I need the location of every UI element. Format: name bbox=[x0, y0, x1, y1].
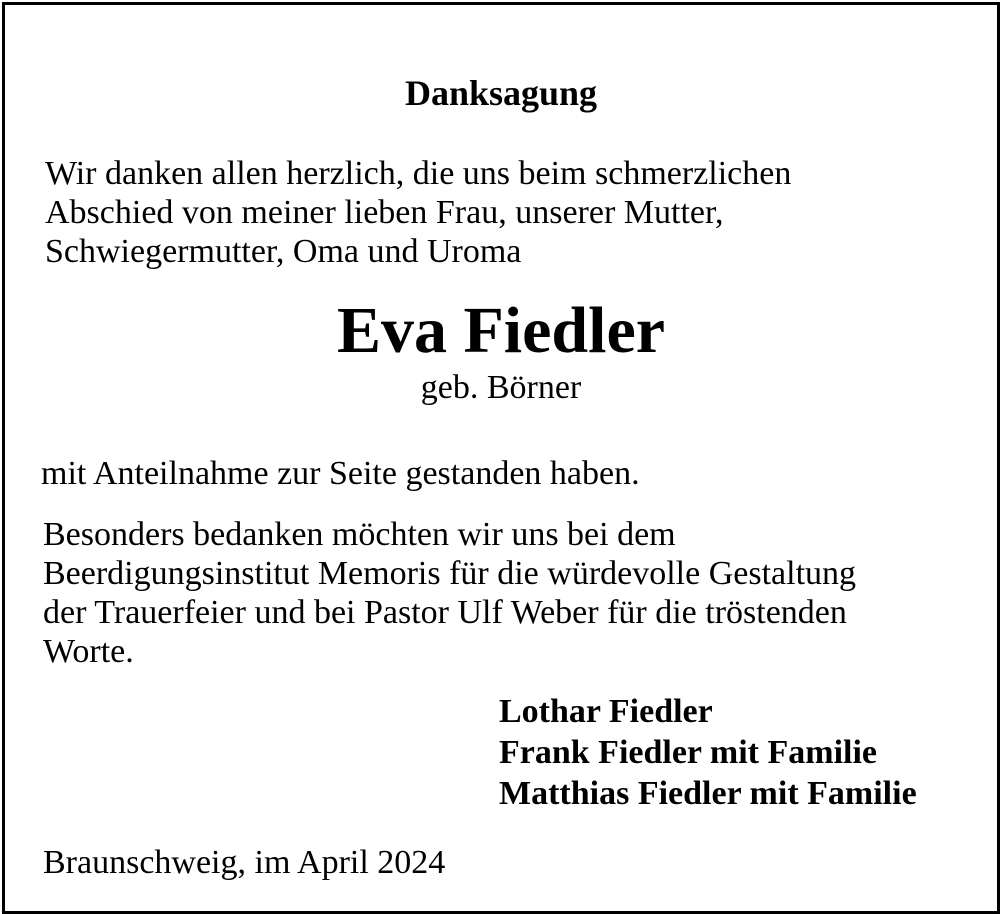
maiden-name: geb. Börner bbox=[420, 369, 582, 406]
signer-name: Matthias Fiedler mit Familie bbox=[499, 775, 917, 812]
special-thanks-paragraph bbox=[43, 515, 856, 671]
place-date: Braunschweig, im April 2024 bbox=[43, 844, 446, 881]
intro-line: Abschied von meiner lieben Frau, unserer Mutter, bbox=[45, 194, 724, 231]
special-thanks-line: Beerdigungsinstitut Memoris für die würdevolle Gestaltung bbox=[43, 555, 857, 592]
signers-block bbox=[499, 691, 917, 814]
intro-paragraph bbox=[45, 154, 791, 271]
notice-heading: Danksagung bbox=[404, 73, 598, 113]
signer-name: Lothar Fiedler bbox=[499, 693, 713, 730]
notice-frame bbox=[2, 2, 1000, 914]
intro-line: Wir danken allen herzlich, die uns beim schmerzlichen bbox=[45, 155, 792, 192]
special-thanks-line: Worte. bbox=[43, 633, 134, 670]
special-thanks-line: der Trauerfeier und bei Pastor Ulf Weber für die tröstenden bbox=[43, 594, 847, 631]
deceased-name: Eva Fiedler bbox=[336, 294, 666, 367]
intro-line: Schwiegermutter, Oma und Uroma bbox=[45, 233, 522, 270]
support-line: mit Anteilnahme zur Seite gestanden haben. bbox=[41, 455, 640, 492]
special-thanks-line: Besonders bedanken möchten wir uns bei dem bbox=[43, 516, 676, 553]
signer-name: Frank Fiedler mit Familie bbox=[499, 734, 878, 771]
